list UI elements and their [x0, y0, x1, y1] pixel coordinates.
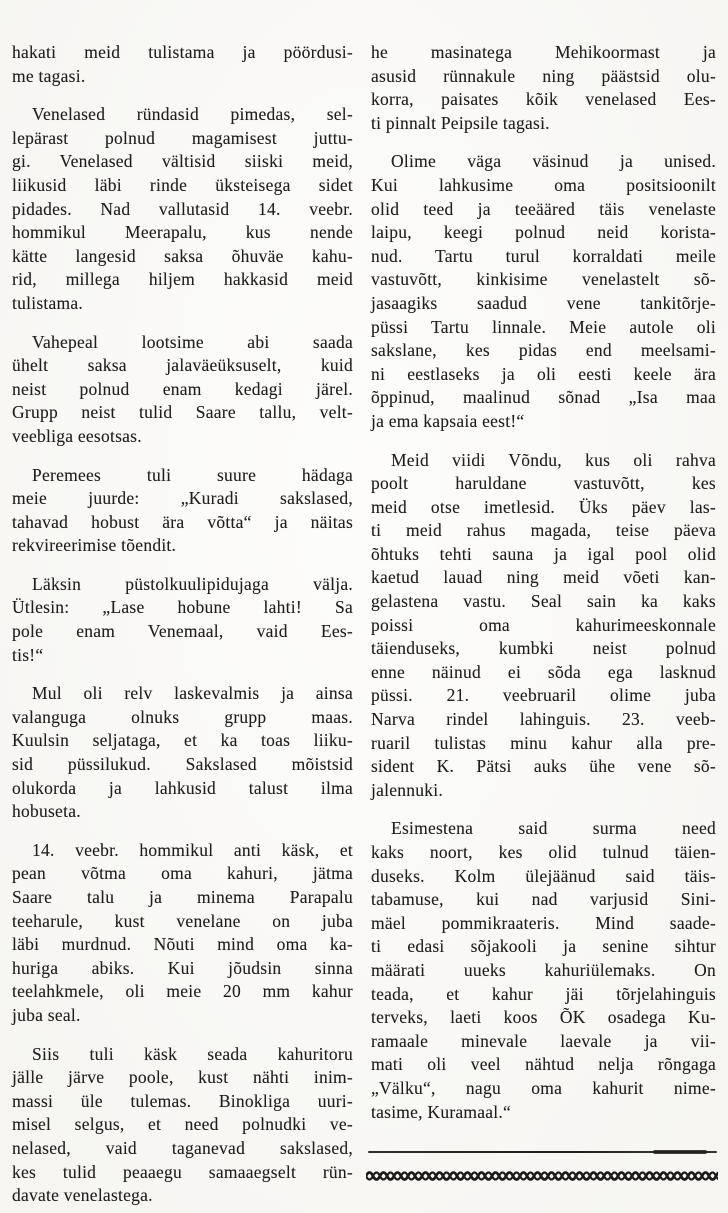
text-line: Ütlesin: „Lase hobune lahti! Sa [12, 597, 353, 618]
text-line: neist polnud enam kedagi järel. [12, 378, 353, 399]
text-line: he masinatega Mehikoormast ja [371, 42, 716, 62]
text-line: täienduseks, kumbki neist polnud [371, 638, 716, 659]
text-line: ja ema kapsaia eest!“ [371, 410, 525, 431]
text-line: õhtuks tehti sauna ja igal pool olid [371, 543, 716, 564]
text-line: ti edasi sõjakooli ja senine sihtur [371, 936, 716, 957]
text-line: Kuulsin seljataga, et ka toas liiku- [12, 730, 353, 751]
text-line: läbi murdnud. Nõuti mind oma ka- [12, 934, 353, 955]
text-line: määrati uueks kahuriülemaks. On [371, 959, 716, 980]
text-line: „Välku“, nagu oma kahurit nime- [371, 1077, 716, 1098]
text-line: huriga abiks. Kui jõudsin sinna [12, 957, 353, 978]
paragraph [12, 464, 353, 558]
text-line: ti meid rahus magada, teise päeva [371, 520, 716, 541]
text-line: hobuseta. [12, 801, 81, 822]
text-line: pean võtma oma kahuri, jätma [12, 863, 353, 884]
text-line: veebliga eesotsas. [12, 425, 142, 446]
text-line: tis!“ [12, 644, 44, 665]
text-line: Siis tuli käsk seada kahuritoru [32, 1043, 353, 1064]
text-line: teada, et kahur jäi tõrjelahinguis [371, 983, 716, 1004]
text-line: olukorda ja lahkusid talust ilma [12, 777, 353, 798]
text-line: kes tulid peaaegu samaaegselt rün- [12, 1161, 353, 1182]
text-line: ühelt saksa jalaväeüksuselt, kuid [12, 355, 353, 376]
text-line: teeharule, kust venelane on juba [12, 910, 353, 931]
paragraph [12, 41, 353, 88]
text-line: poolt haruldane vastuvõtt, kes [371, 473, 716, 494]
text-line: jälle järve poole, kust nähti inim- [12, 1067, 353, 1088]
text-line: sident K. Pätsi auks ühe vene sõ- [371, 756, 716, 777]
paragraph [12, 839, 353, 1028]
paragraph [371, 41, 716, 135]
text-line: kaks noort, kes olid tulnud täien- [371, 842, 716, 862]
text-line: tasime, Kuramaal.“ [371, 1101, 512, 1122]
text-line: tabamuse, kui nad varjusid Sini- [371, 889, 716, 910]
text-line: ruaril tulistas minu kahur alla pre- [371, 732, 716, 753]
wavy-rope-ornament-icon [366, 1168, 718, 1184]
text-line: me tagasi. [12, 65, 86, 86]
text-line: Olime väga väsinud ja unised. [391, 151, 716, 172]
text-line: meid otse imetlesid. Üks päev las- [371, 496, 716, 517]
text-line: Narva rindel lahinguis. 23. veeb- [371, 709, 716, 730]
text-line: Venelased ründasid pimedas, sel- [32, 104, 353, 125]
text-line: Mul oli relv laskevalmis ja ainsa [32, 683, 353, 704]
text-line: Läksin püstolkuulipidujaga välja. [32, 573, 353, 594]
text-line: korra, paisates kõik venelased Ees- [371, 89, 716, 110]
text-column-left [12, 41, 353, 1208]
text-line: 14. veebr. hommikul anti käsk, et [32, 839, 353, 860]
paragraph [12, 103, 353, 315]
text-line: püssi. 21. veebruaril olime juba [371, 685, 716, 706]
paragraph [371, 449, 716, 803]
text-line: olid teed ja teeääred täis venelaste [371, 198, 716, 219]
text-line: ni eestlaseks ja oli eesti keele ära [371, 363, 716, 384]
text-line: sakslane, kes pidas end meelsami- [371, 340, 716, 361]
text-line: valanguga olnuks grupp maas. [12, 706, 353, 727]
text-column-right [371, 41, 716, 1124]
text-line: duseks. Kolm ülejäänud said täis- [371, 865, 716, 886]
horizontal-rule [368, 1151, 717, 1153]
text-line: ramaale minevale laevale ja vii- [371, 1030, 716, 1051]
text-line: nelased, vaid taganevad sakslased, [12, 1137, 353, 1158]
text-line: jasaagiks saadud vene tankitõrje- [371, 292, 716, 313]
text-line: misel selgus, et need polnudki ve- [12, 1114, 353, 1135]
text-line: meie juurde: „Kuradi sakslased, [12, 488, 353, 509]
text-line: poissi oma kahurimeeskonnale [371, 614, 716, 635]
paragraph [12, 331, 353, 449]
text-line: gi. Venelased vältisid siiski meid, [12, 151, 353, 172]
text-line: juba seal. [12, 1004, 81, 1025]
text-line: rid, millega hiljem hakkasid meid [12, 269, 353, 290]
text-line: Kui lahkusime oma positsioonilt [371, 174, 716, 195]
text-line: terveks, laeti koos ÕK osadega Ku- [371, 1007, 716, 1028]
paragraph [12, 1043, 353, 1208]
paragraph [12, 573, 353, 667]
text-line: Grupp neist tulid Saare tallu, velt- [12, 402, 353, 423]
text-line: asusid rünnakule ning päästsid olu- [371, 65, 716, 86]
text-line: vastuvõtt, kinkisime venelastelt sõ- [371, 269, 716, 290]
text-line: hakati meid tulistama ja pöördusi- [12, 42, 353, 62]
text-line: massi üle tulemas. Binokliga uuri- [12, 1090, 353, 1111]
text-line: sid püssilukud. Sakslased mõistsid [12, 754, 353, 775]
text-line: õppinud, maalinud sõnad „Isa maa [371, 387, 716, 408]
text-line: kätte langesid saksa õhuväe kahu- [12, 245, 353, 266]
text-line: Peremees tuli suure hädaga [32, 464, 353, 485]
text-line: rekvireerimise tõendit. [12, 535, 177, 556]
text-line: pidades. Nad vallutasid 14. veebr. [12, 198, 353, 219]
paragraph [12, 682, 353, 824]
text-line: tahavad hobust ära võtta“ ja näitas [12, 511, 353, 532]
text-line: ti pinnalt Peipsile tagasi. [371, 112, 550, 133]
paragraph [371, 817, 716, 1124]
text-line: mäel pommikraateris. Mind saade- [371, 912, 716, 933]
text-line: laipu, keegi polnud neid korista- [371, 222, 716, 243]
text-line: lepärast polnud magamisest juttu- [12, 127, 353, 148]
paragraph [371, 150, 716, 433]
text-line: Vahepeal lootsime abi saada [32, 331, 353, 352]
text-line: enne näinud ei sõda ega lasknud [371, 661, 716, 682]
text-line: kaetud lauad ning meid võeti kan- [371, 567, 716, 588]
text-line: pole enam Venemaal, vaid Ees- [12, 621, 353, 642]
text-line: hommikul Meerapalu, kus nende [12, 222, 353, 243]
text-line: Saare talu ja minema Parapalu [12, 887, 353, 907]
text-line: Esimestena said surma need [391, 818, 716, 839]
text-line: teelahkmele, oli meie 20 mm kahur [12, 981, 353, 1002]
text-line: tulistama. [12, 292, 84, 313]
text-line: jalennuki. [371, 779, 443, 800]
text-line: nud. Tartu turul korraldati meile [371, 245, 716, 266]
text-line: mati oli veel nähtud nelja rõngaga [371, 1054, 716, 1075]
text-line: Meid viidi Võndu, kus oli rahva [391, 449, 716, 470]
text-line: liikusid läbi rinde üksteisega sidet [12, 174, 353, 195]
text-line: püssi Tartu linnale. Meie autole oli [371, 316, 716, 337]
text-line: gelastena vastu. Seal sain ka kaks [371, 591, 716, 612]
text-line: davate venelastega. [12, 1185, 153, 1206]
